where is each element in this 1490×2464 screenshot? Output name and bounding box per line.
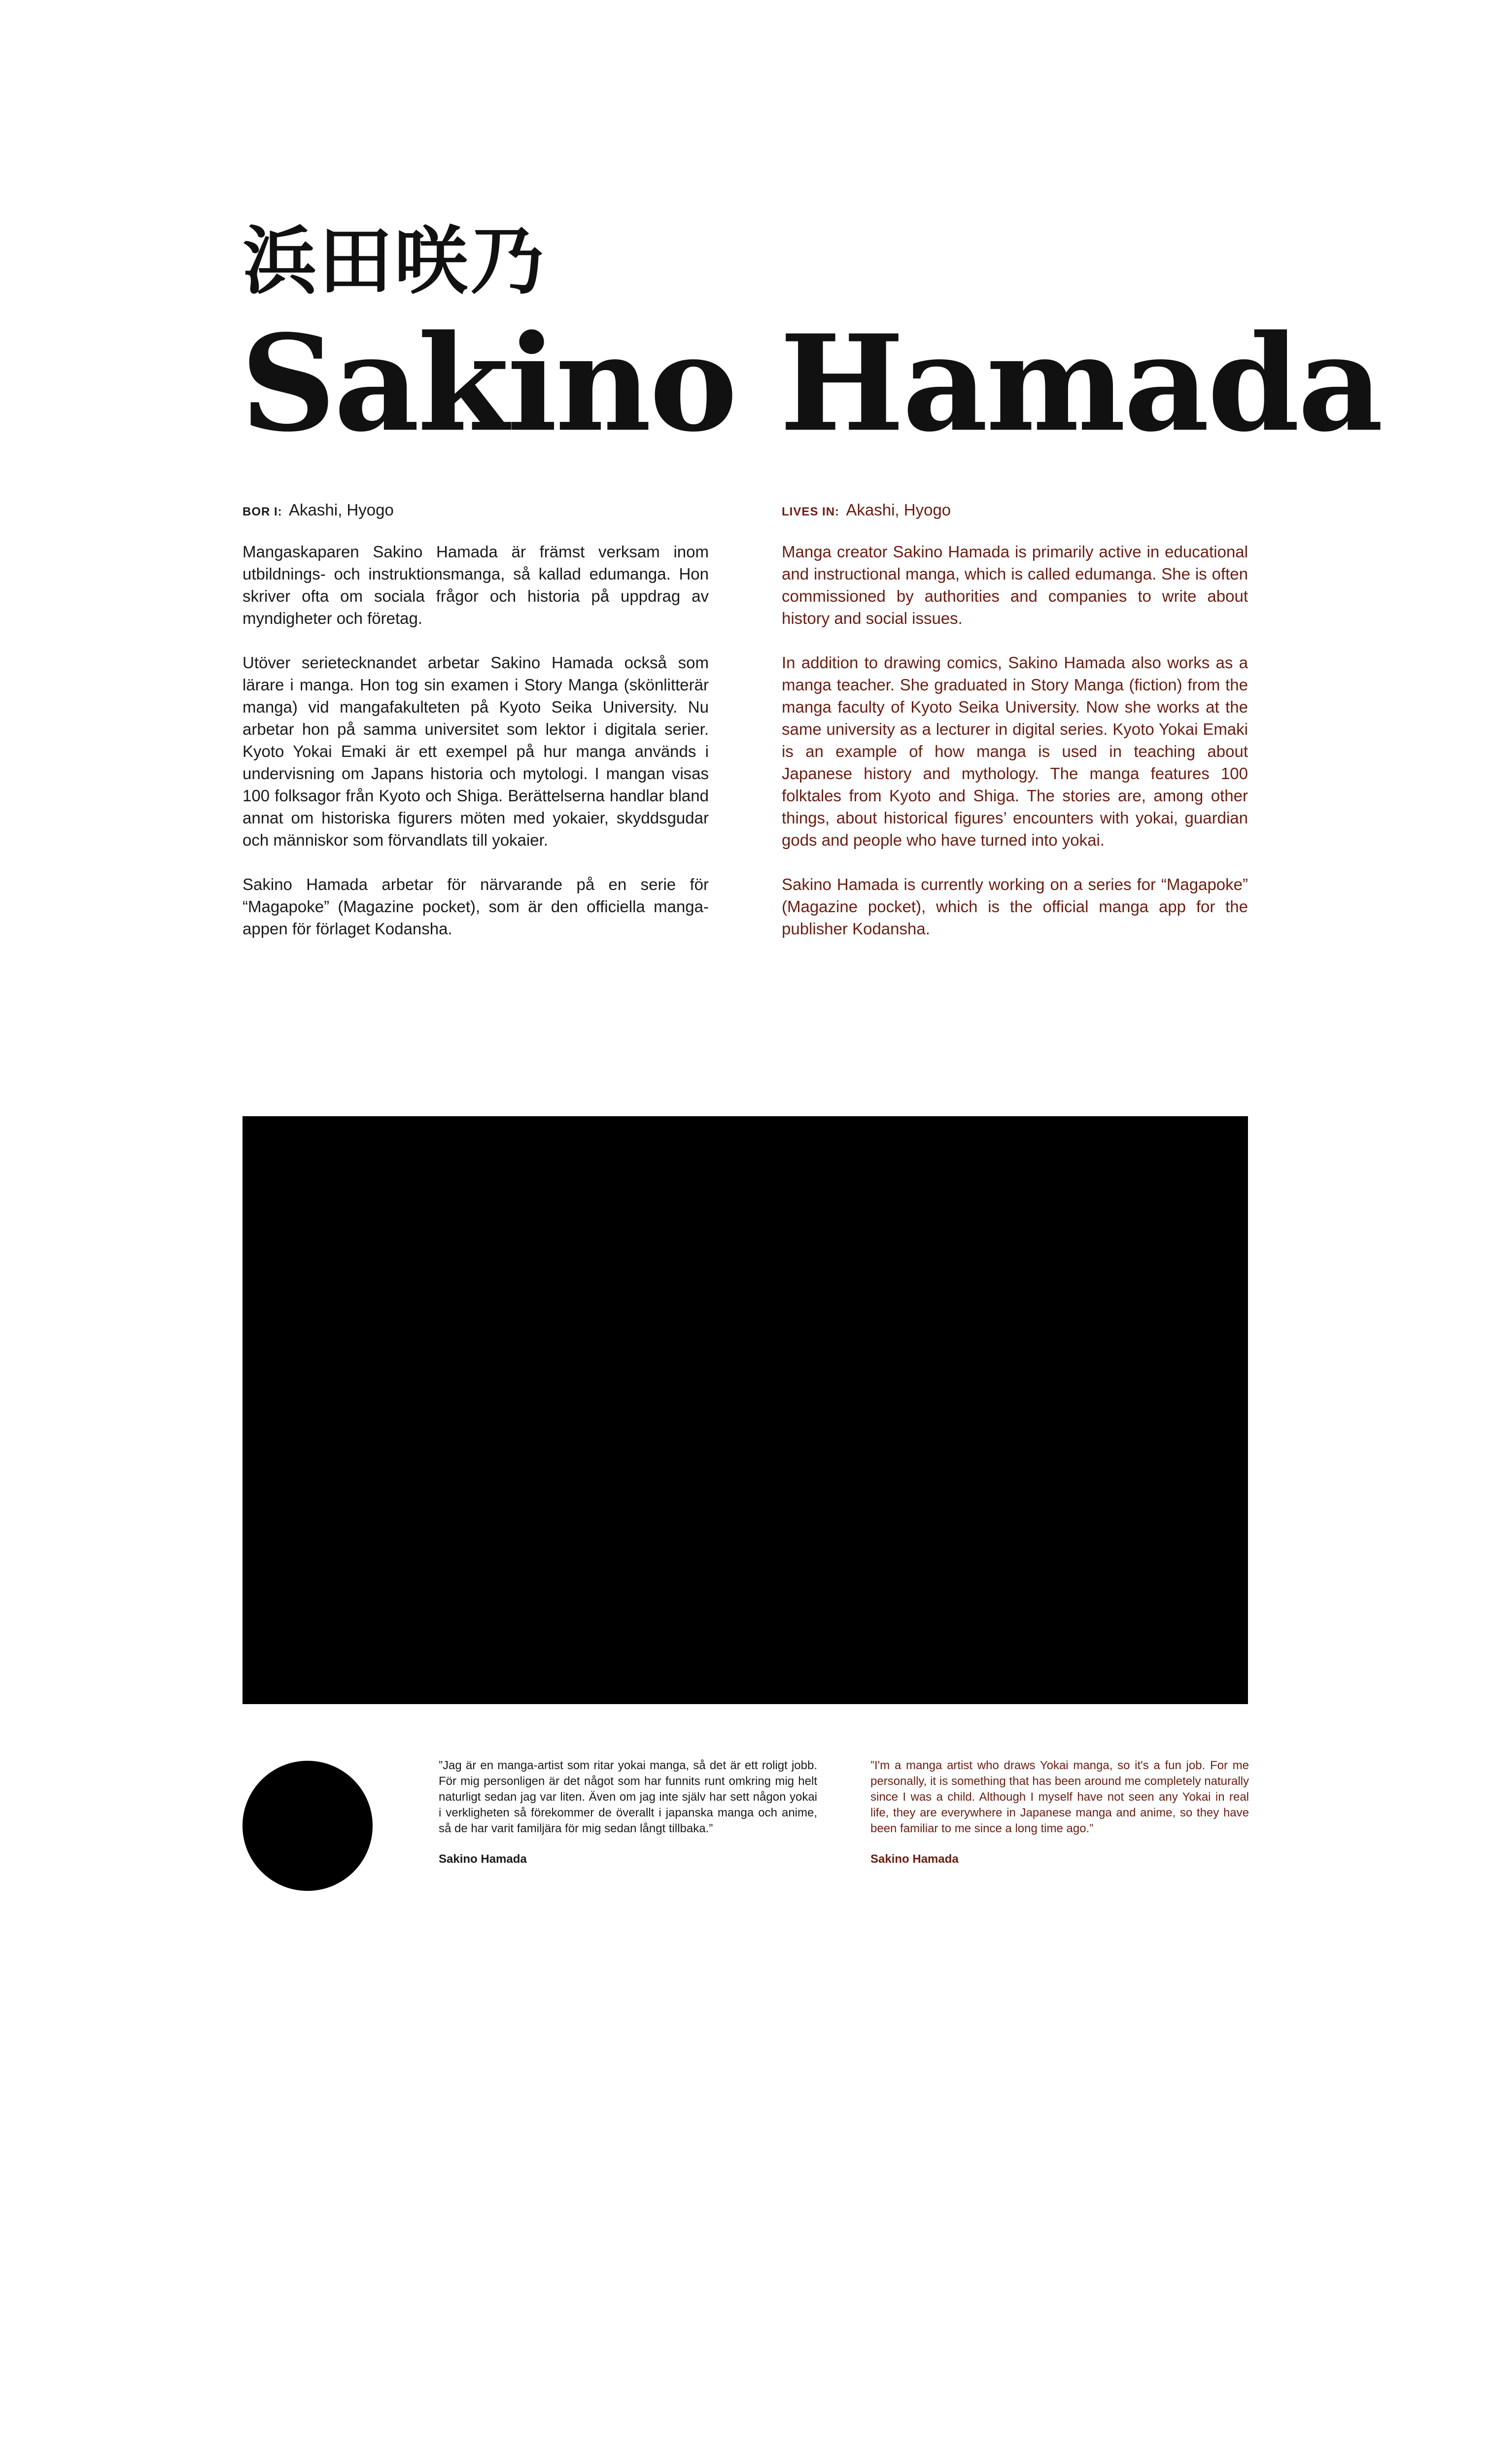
swedish-location-value: Akashi, Hyogo [289, 501, 394, 519]
english-location [782, 499, 1248, 523]
english-paragraph: Sakino Hamada is currently working on a series for “Magapoke” (Magazine pocket), which is the official manga app for the publisher Kodansha. [782, 875, 1248, 938]
swedish-location-label: BOR I: [243, 505, 282, 518]
swedish-quote [439, 1758, 817, 1867]
swedish-quote-text: ”Jag är en manga-artist som ritar yokai manga, så det är ett roligt jobb. För mig personligen är det något som har funnits runt omkring mig helt naturligt sedan jag var liten. Även om jag inte själv har sett någon yokai i verkligheten så förekommer de överallt i japanska manga och anime, så de har varit familjära för mig sedan långt tillbaka.” [439, 1759, 817, 1835]
artist-name-japanese: 浜田咲乃 [243, 218, 547, 305]
swedish-paragraph: Mangaskaparen Sakino Hamada är främst verksam inom utbildnings- och instruktionsmanga, så kallad edumanga. Hon skriver ofta om sociala frågor och historia på uppdrag av myndigheter och företag. [243, 543, 709, 627]
english-paragraph: Manga creator Sakino Hamada is primarily active in educational and instructional manga, which is called edumanga. She is often commissioned by authorities and companies to write about history and social issues. [782, 543, 1248, 627]
media-video-placeholder[interactable] [243, 1116, 1248, 1704]
english-quote-author: Sakino Hamada [870, 1852, 959, 1866]
english-quote-text: ”I'm a manga artist who draws Yokai manga, so it's a fun job. For me personally, it is something that has been around me completely naturally since I was a child. Although I myself have not seen any Yokai in real life, they are everywhere in Japanese manga and anime, so they have been familiar to me since a long time ago.” [870, 1759, 1249, 1835]
artist-avatar [243, 1761, 373, 1891]
english-location-label: LIVES IN: [782, 505, 840, 518]
english-quote [870, 1758, 1249, 1867]
english-paragraph: In addition to drawing comics, Sakino Hamada also works as a manga teacher. She graduated in Story Manga (fiction) from the manga faculty of Kyoto Seika University. Now she works at the same university as a lecturer in digital series. Kyoto Yokai Emaki is an example of how manga is used in teaching about Japanese history and mythology. The manga features 100 folktales from Kyoto and Shiga. The stories are, among other things, about historical figures’ encounters with yokai, guardian gods and people who have turned into yokai. [782, 653, 1248, 849]
artist-name-latin: Sakino Hamada [241, 306, 1382, 461]
swedish-paragraph: Utöver serietecknandet arbetar Sakino Hamada också som lärare i manga. Hon tog sin examen i Story Manga (skönlitterär manga) vid mangafakulteten på Kyoto Seika University. Nu arbetar hon på samma universitet som lektor i digitala serier. Kyoto Yokai Emaki är ett exempel på hur manga används i undervisning om Japans historia och mytologi. I mangan visas 100 folksagor från Kyoto och Shiga. Berättelserna handlar bland annat om historiska figurers möten med yokaier, skyddsgudar och människor som förvandlats till yokaier. [243, 653, 709, 849]
swedish-quote-author: Sakino Hamada [439, 1852, 527, 1866]
english-bio-column [782, 499, 1248, 962]
english-location-value: Akashi, Hyogo [846, 501, 951, 519]
swedish-paragraph: Sakino Hamada arbetar för närvarande på en serie för “Magapoke” (Magazine pocket), som är den officiella manga-appen för förlaget Kodansha. [243, 875, 709, 938]
swedish-bio-column [243, 499, 709, 962]
swedish-location [243, 499, 709, 523]
